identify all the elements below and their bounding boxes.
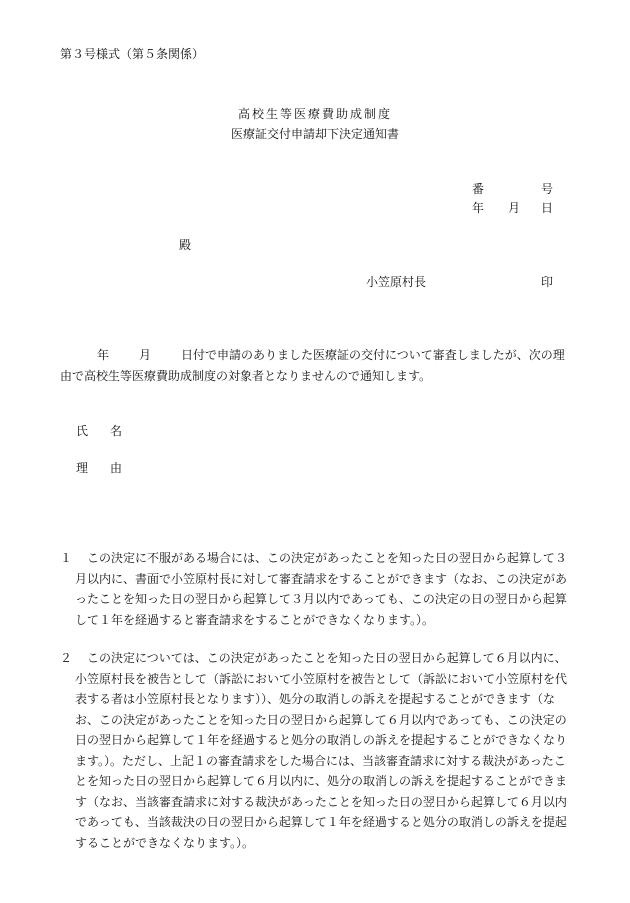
- document-title: 高校生等医療費助成制度: [237, 107, 392, 121]
- reason-label-char2: 由: [110, 461, 123, 475]
- note-item: [60, 548, 572, 630]
- number-label: 番: [472, 182, 485, 196]
- name-field: [76, 422, 122, 439]
- note-text: この決定に不服がある場合には、この決定があったことを知った日の翌日から起算して３月以内に、書面で小笠原村長に対して審査請求をすることができます（なお、この決定があったことを知った日の翌日から起算して３月以内であっても、この決定の日の翌日から起算して１年を経過すると審査請求をすることができなくなります。）。: [75, 551, 568, 627]
- form-number: 第３号様式（第５条関係）: [60, 47, 205, 61]
- issuer-name: 小笠原村長: [366, 275, 427, 289]
- notes-section: [60, 548, 572, 871]
- name-label-char1: 氏: [76, 424, 89, 438]
- seal-label: 印: [541, 275, 554, 289]
- body-month-label: 月: [139, 348, 152, 362]
- day-label: 日: [541, 201, 554, 215]
- note-number: １: [60, 551, 73, 565]
- note-text: この決定については、この決定があったことを知った日の翌日から起算して６月以内に、小笠原村長を被告として（訴訟において小笠原村を被告として（訴訟において小笠原村を代表する者は小笠原村長となります））、処分の取消しの訴えを提起することができます（なお、この決定があったことを知った日の翌日から起算して６月以内であっても、この決定の日の翌日から起算して１年を経過すると処分の取消しの訴えを提起することができなくなります。）。ただし、上記１の審査請求をした場合には、当該審査請求に対する裁決があったことを知った日の翌日から起算して６月以内に、処分の取消しの訴えを提起することができます（なお、当該審査請求に対する裁決があったことを知った日の翌日から起算して６月以内であっても、当該裁決の日の翌日から起算して１年を経過すると処分の取消しの訴えを提起することができなくなります。）。: [75, 651, 568, 850]
- body-text: 日付で申請のありました医療証の交付について審査しましたが、次の理由で高校生等医療費助成制度の対象者となりませんので通知します。: [60, 348, 565, 383]
- notice-body: [60, 345, 570, 387]
- month-label: 月: [508, 201, 521, 215]
- note-item: [60, 648, 572, 853]
- name-label-char2: 名: [110, 424, 123, 438]
- reason-field: [76, 459, 122, 476]
- document-subtitle: 医療証交付申請却下決定通知書: [230, 127, 399, 141]
- reason-label-char1: 理: [76, 461, 89, 475]
- year-label: 年: [472, 201, 485, 215]
- note-number: ２: [60, 651, 73, 665]
- addressee-honorific: 殿: [179, 238, 192, 252]
- number-suffix-label: 号: [541, 182, 554, 196]
- body-year-label: 年: [97, 348, 110, 362]
